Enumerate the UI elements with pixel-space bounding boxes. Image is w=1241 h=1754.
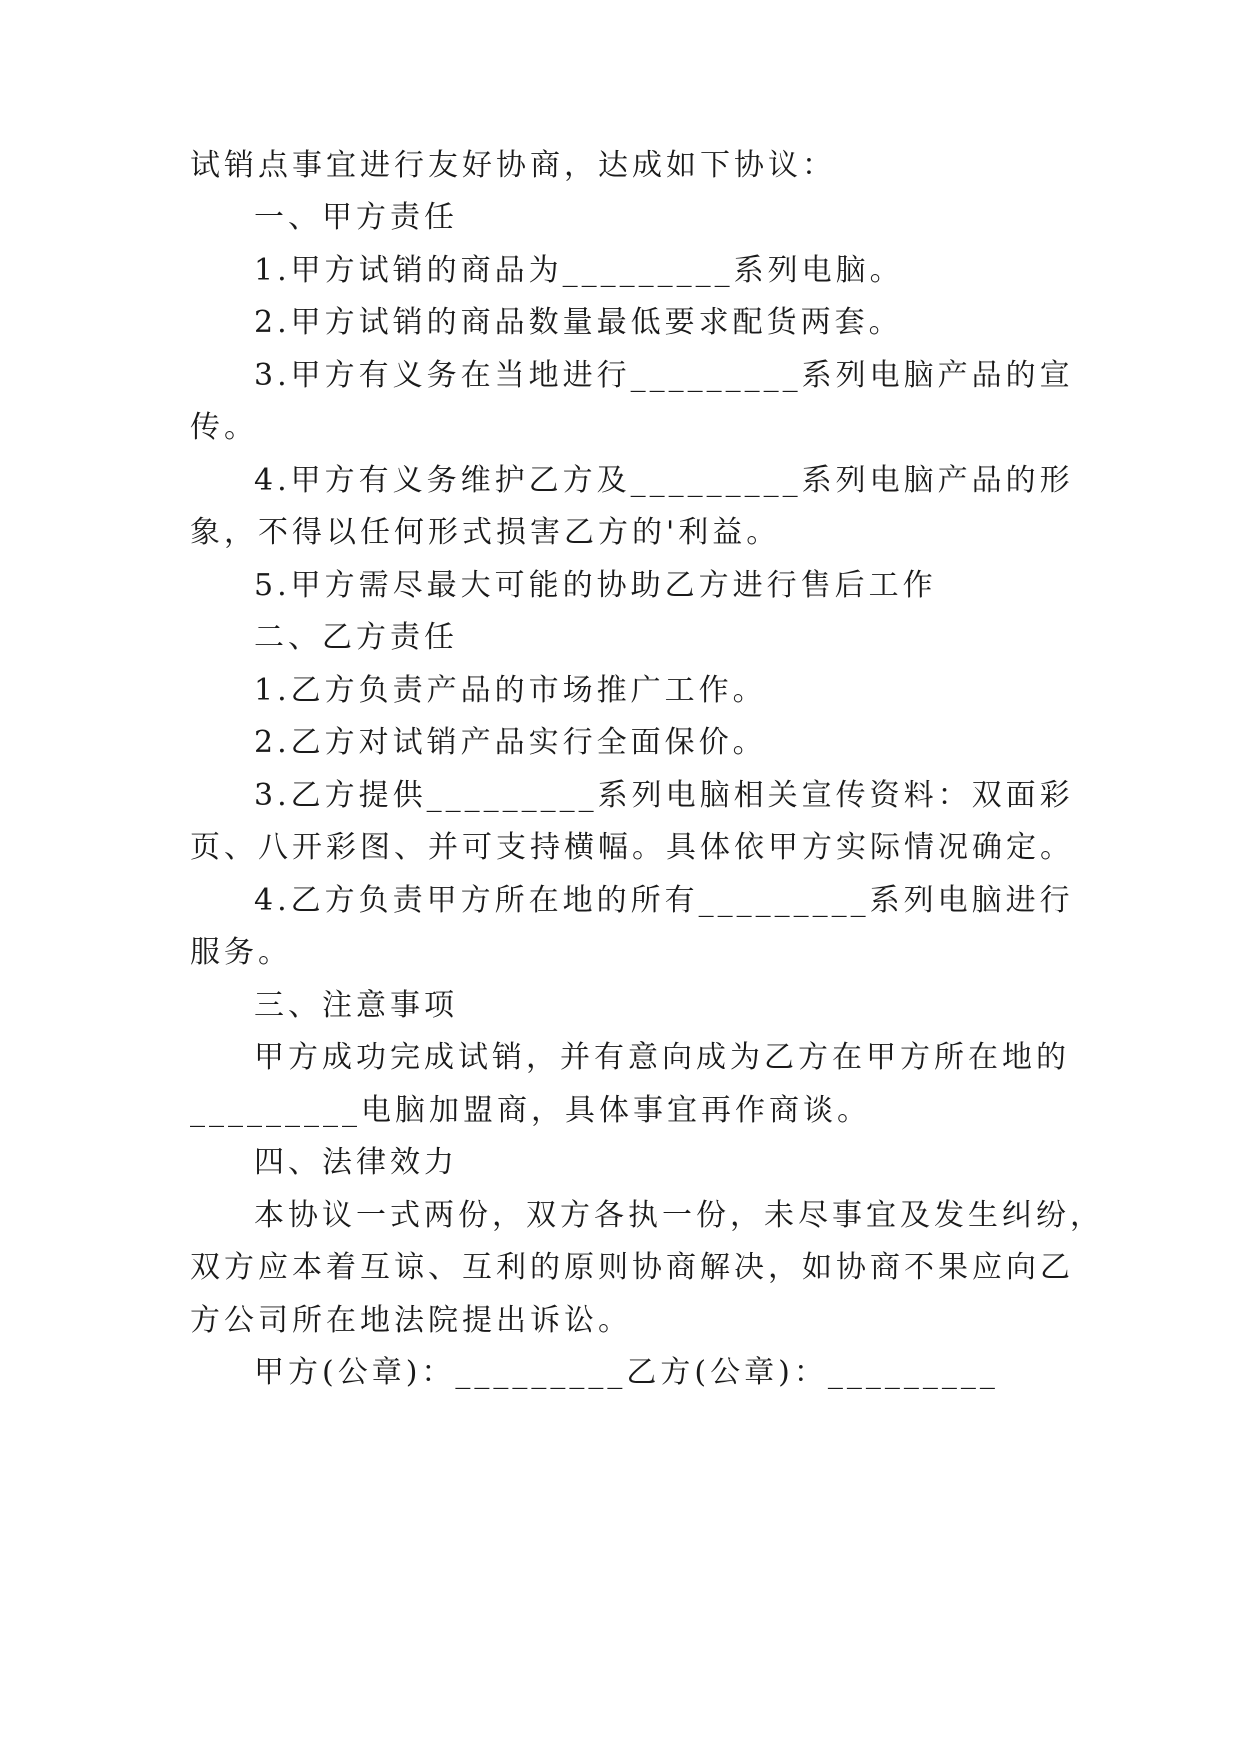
text-line: 方公司所在地法院提出诉讼。 [190,1303,632,1338]
section-heading: 四、法律效力 [254,1145,458,1180]
text-line: 2.乙方对试销产品实行全面保价。 [254,725,767,760]
text-line: 双方应本着互谅、互利的原则协商解决，如协商不果应向乙 [190,1250,1074,1285]
text-line: 3.甲方有义务在当地进行_________系列电脑产品的宣 [254,358,1074,393]
section-heading: 三、注意事项 [254,988,458,1023]
text-line: 服务。 [190,935,292,970]
text-line: 5.甲方需尽最大可能的协助乙方进行售后工作 [254,568,937,603]
text-line: 页、八开彩图、并可支持横幅。具体依甲方实际情况确定。 [190,830,1074,865]
text-line: 本协议一式两份，双方各执一份，未尽事宜及发生纠纷， [254,1198,1104,1233]
text-line: 4.甲方有义务维护乙方及_________系列电脑产品的形 [254,463,1074,498]
text-line: 试销点事宜进行友好协商，达成如下协议： [190,148,836,183]
text-line: 1.乙方负责产品的市场推广工作。 [254,673,767,708]
text-line: 甲方成功完成试销，并有意向成为乙方在甲方所在地的 [254,1040,1070,1075]
text-line: 2.甲方试销的商品数量最低要求配货两套。 [254,305,903,340]
text-line: 1.甲方试销的商品为_________系列电脑。 [254,253,904,288]
text-line: 传。 [190,410,258,445]
text-line: 象，不得以任何形式损害乙方的'利益。 [190,515,781,550]
text-line: 4.乙方负责甲方所在地的所有_________系列电脑进行 [254,883,1074,918]
signature-line: 甲方(公章)：_________乙方(公章)：_________ [254,1355,999,1390]
section-heading: 一、甲方责任 [254,200,458,235]
section-heading: 二、乙方责任 [254,620,458,655]
text-line: 3.乙方提供_________系列电脑相关宣传资料：双面彩 [254,778,1074,813]
text-line: _________电脑加盟商，具体事宜再作商谈。 [190,1093,871,1128]
